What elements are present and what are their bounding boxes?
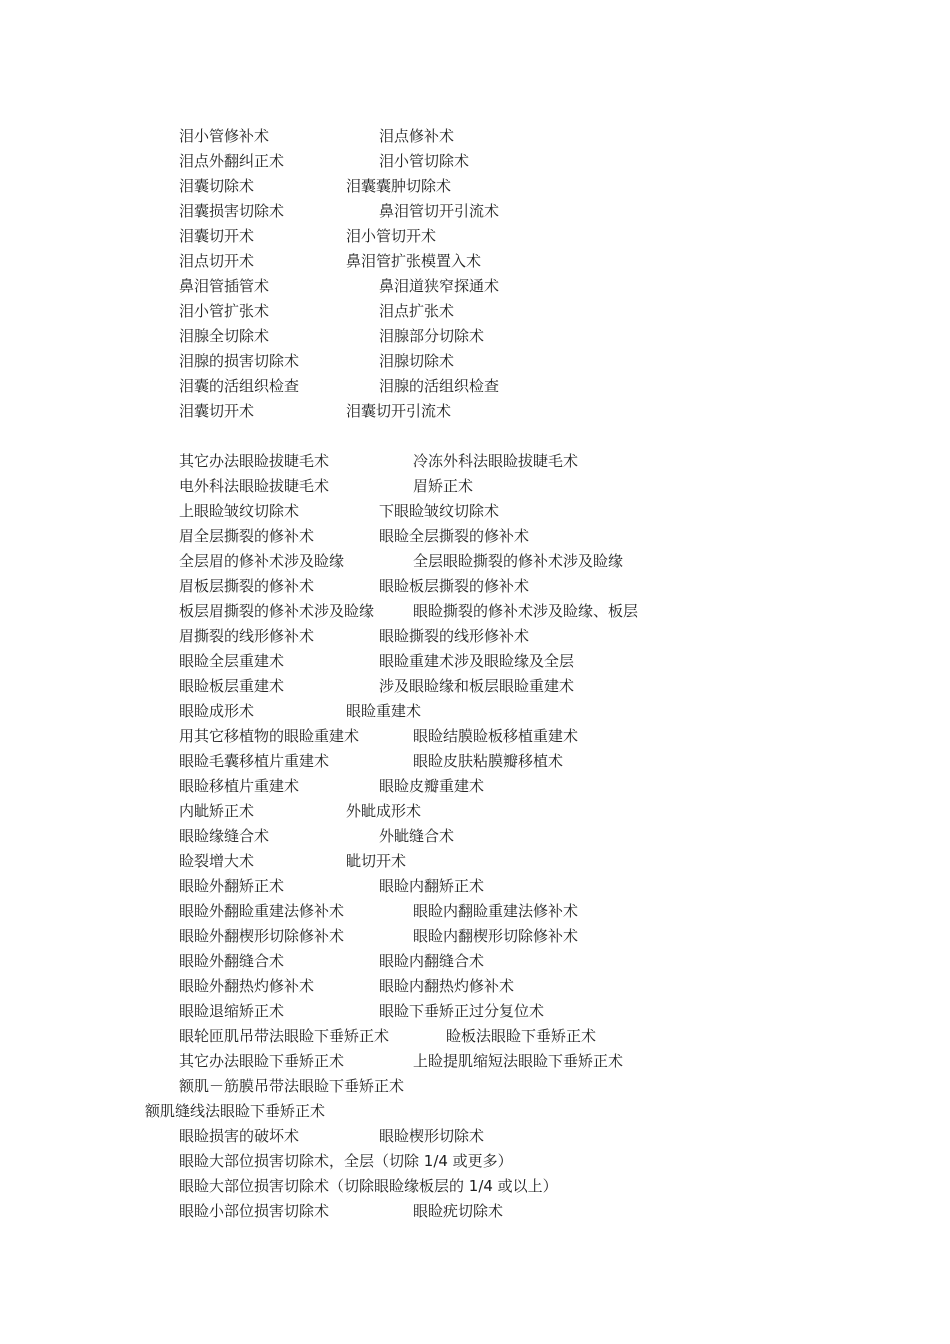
procedure-name: 泪囊囊肿切除术 [346, 177, 452, 195]
procedure-name: 睑裂增大术 [179, 852, 255, 870]
procedure-name: 鼻泪管扩张模置入术 [346, 252, 482, 270]
procedure-name: 其它办法眼睑拔睫毛术 [179, 452, 330, 470]
procedure-name: 其它办法眼睑下垂矫正术 [179, 1052, 345, 1070]
procedure-name: 泪囊切除术 [179, 177, 255, 195]
procedure-name: 眼睑撕裂的线形修补术 [379, 627, 530, 645]
procedure-name: 眦切开术 [346, 852, 407, 870]
procedure-name: 眉板层撕裂的修补术 [179, 577, 315, 595]
procedure-name: 眼睑内翻睑重建法修补术 [413, 902, 579, 920]
procedure-name: 眉全层撕裂的修补术 [179, 527, 315, 545]
procedure-name: 眼睑皮瓣重建术 [379, 777, 485, 795]
procedure-name: 眼睑大部位损害切除术，全层（切除 1/4 或更多） [179, 1152, 513, 1170]
procedure-name: 全层眼睑撕裂的修补术涉及睑缘 [413, 552, 624, 570]
procedure-name: 全层眉的修补术涉及睑缘 [179, 552, 345, 570]
procedure-name: 眼睑毛囊移植片重建术 [179, 752, 330, 770]
procedure-name: 眼睑楔形切除术 [379, 1127, 485, 1145]
procedure-name: 眼睑下垂矫正过分复位术 [379, 1002, 545, 1020]
procedure-name: 眼睑内翻矫正术 [379, 877, 485, 895]
procedure-name: 泪腺的损害切除术 [179, 352, 300, 370]
procedure-name: 额肌缝线法眼睑下垂矫正术 [145, 1102, 326, 1120]
procedure-name: 下眼睑皱纹切除术 [379, 502, 500, 520]
procedure-name: 鼻泪道狭窄探通术 [379, 277, 500, 295]
procedure-name: 眼睑结膜睑板移植重建术 [413, 727, 579, 745]
procedure-name: 泪囊损害切除术 [179, 202, 285, 220]
procedure-name: 眼睑全层撕裂的修补术 [379, 527, 530, 545]
procedure-name: 泪腺部分切除术 [379, 327, 485, 345]
procedure-name: 眼睑内翻缝合术 [379, 952, 485, 970]
procedure-name: 眼睑外翻热灼修补术 [179, 977, 315, 995]
procedure-name: 泪点切开术 [179, 252, 255, 270]
procedure-name: 睑板法眼睑下垂矫正术 [446, 1027, 597, 1045]
procedure-name: 眉撕裂的线形修补术 [179, 627, 315, 645]
procedure-name: 眼睑皮肤粘膜瓣移植术 [413, 752, 564, 770]
procedure-name: 眼睑外翻矫正术 [179, 877, 285, 895]
procedure-name: 泪囊的活组织检查 [179, 377, 300, 395]
procedure-name: 电外科法眼睑拔睫毛术 [179, 477, 330, 495]
procedure-name: 眼睑成形术 [179, 702, 255, 720]
procedure-name: 眼轮匝肌吊带法眼睑下垂矫正术 [179, 1027, 390, 1045]
procedure-name: 用其它移植物的眼睑重建术 [179, 727, 360, 745]
procedure-name: 眼睑损害的破坏术 [179, 1127, 300, 1145]
procedure-name: 眼睑缘缝合术 [179, 827, 270, 845]
procedure-name: 泪小管切除术 [379, 152, 470, 170]
procedure-name: 眼睑外翻楔形切除修补术 [179, 927, 345, 945]
procedure-name: 眼睑撕裂的修补术涉及睑缘、板层 [413, 602, 639, 620]
procedure-name: 泪点扩张术 [379, 302, 455, 320]
procedure-name: 外眦缝合术 [379, 827, 455, 845]
procedure-name: 泪囊切开引流术 [346, 402, 452, 420]
procedure-name: 眼睑板层重建术 [179, 677, 285, 695]
procedure-name: 眉矫正术 [413, 477, 474, 495]
procedure-name: 眼睑重建术 [346, 702, 422, 720]
procedure-name: 眼睑大部位损害切除术（切除眼睑缘板层的 1/4 或以上） [179, 1177, 558, 1195]
procedure-name: 泪点外翻纠正术 [179, 152, 285, 170]
procedure-name: 上眼睑皱纹切除术 [179, 502, 300, 520]
procedure-name: 额肌－筋膜吊带法眼睑下垂矫正术 [179, 1077, 405, 1095]
procedure-name: 眼睑疣切除术 [413, 1202, 504, 1220]
procedure-name: 泪腺切除术 [379, 352, 455, 370]
procedure-name: 眼睑移植片重建术 [179, 777, 300, 795]
procedure-name: 泪小管扩张术 [179, 302, 270, 320]
procedure-name: 眼睑板层撕裂的修补术 [379, 577, 530, 595]
procedure-name: 眼睑退缩矫正术 [179, 1002, 285, 1020]
procedure-name: 泪点修补术 [379, 127, 455, 145]
procedure-name: 眼睑全层重建术 [179, 652, 285, 670]
procedure-name: 泪小管修补术 [179, 127, 270, 145]
procedure-name: 鼻泪管切开引流术 [379, 202, 500, 220]
procedure-name: 泪小管切开术 [346, 227, 437, 245]
procedure-name: 鼻泪管插管术 [179, 277, 270, 295]
procedure-name: 泪腺全切除术 [179, 327, 270, 345]
procedure-name: 眼睑外翻睑重建法修补术 [179, 902, 345, 920]
procedure-name: 外眦成形术 [346, 802, 422, 820]
procedure-name: 涉及眼睑缘和板层眼睑重建术 [379, 677, 575, 695]
procedure-name: 眼睑小部位损害切除术 [179, 1202, 330, 1220]
procedure-name: 泪囊切开术 [179, 402, 255, 420]
procedure-name: 内眦矫正术 [179, 802, 255, 820]
procedure-name: 板层眉撕裂的修补术涉及睑缘 [179, 602, 375, 620]
procedure-name: 眼睑外翻缝合术 [179, 952, 285, 970]
procedure-name: 泪腺的活组织检查 [379, 377, 500, 395]
procedure-name: 眼睑内翻热灼修补术 [379, 977, 515, 995]
procedure-name: 眼睑内翻楔形切除修补术 [413, 927, 579, 945]
procedure-name: 上睑提肌缩短法眼睑下垂矫正术 [413, 1052, 624, 1070]
procedure-name: 冷冻外科法眼睑拔睫毛术 [413, 452, 579, 470]
procedure-name: 泪囊切开术 [179, 227, 255, 245]
procedure-name: 眼睑重建术涉及眼睑缘及全层 [379, 652, 575, 670]
